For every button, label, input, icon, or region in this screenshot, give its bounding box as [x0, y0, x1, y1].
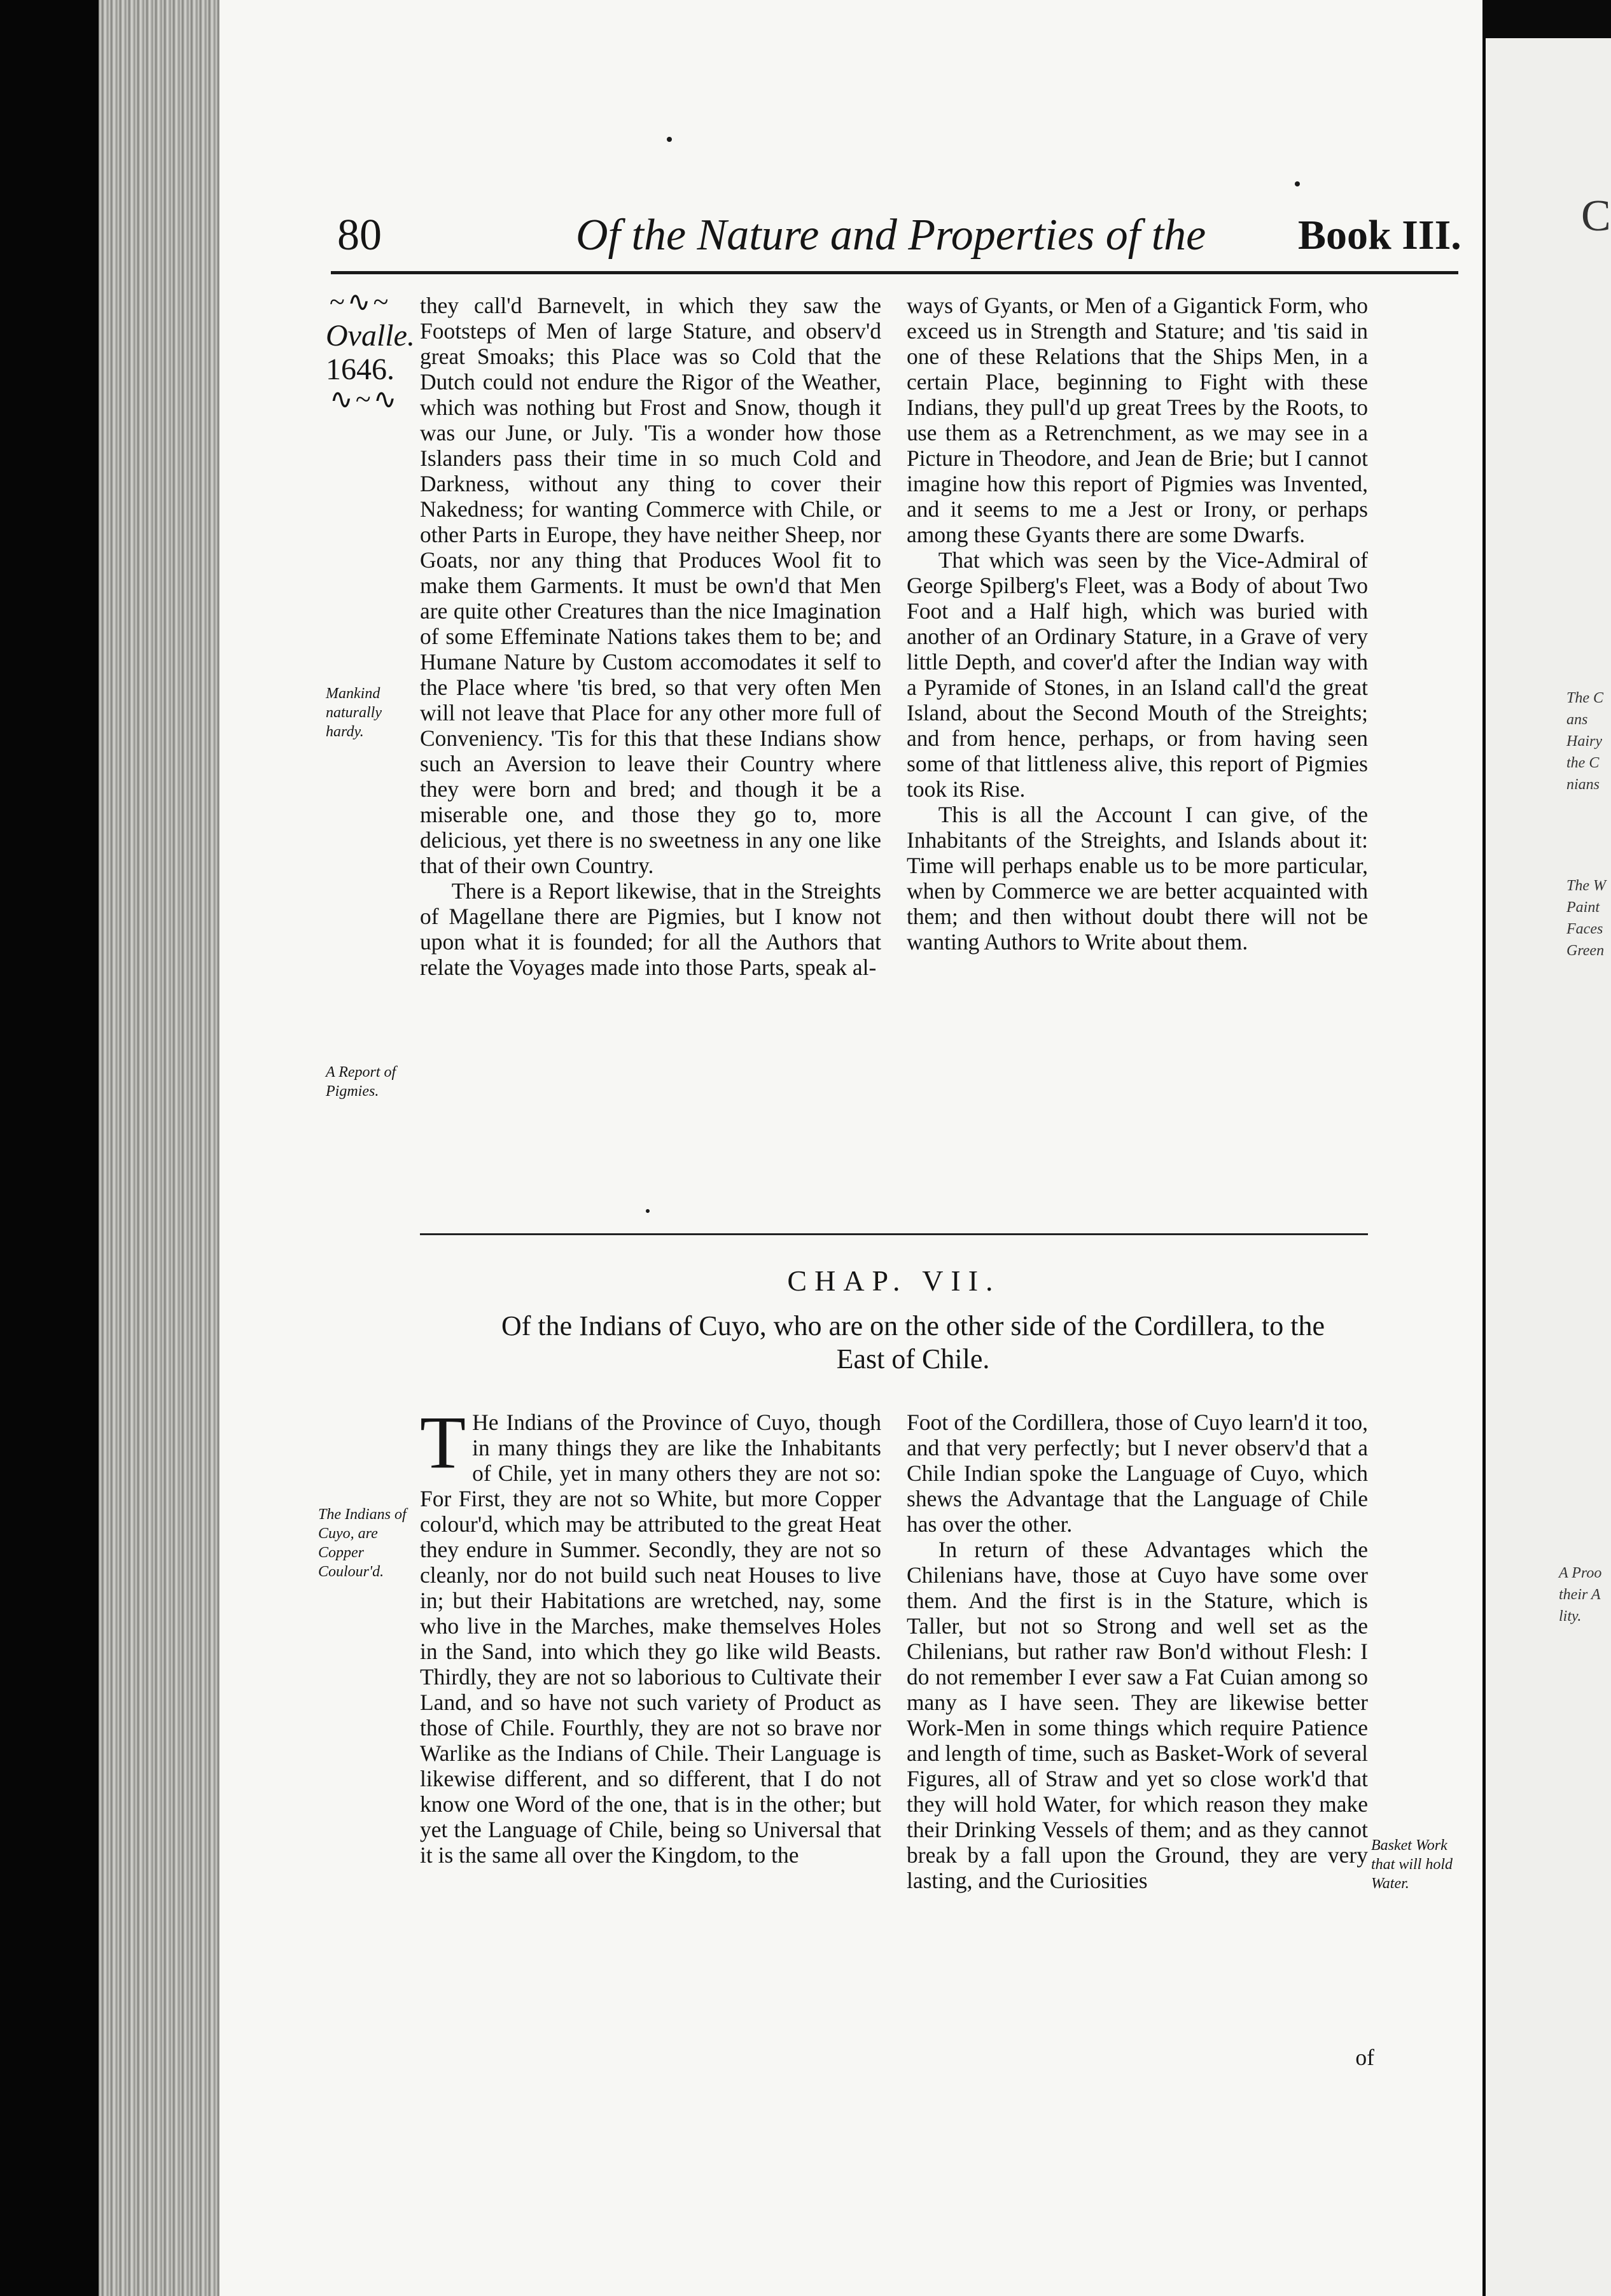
chapter-subtitle-2: East of Chile. [836, 1343, 990, 1375]
margin-note-mankind: Mankind naturally hardy. [326, 685, 382, 740]
chapter-subtitle-1: Of the Indians of Cuyo, who are on the other side of the Cordillera, to the [501, 1310, 1325, 1341]
running-title: Of the Nature and Properties of the [576, 211, 1206, 260]
ornament-top: ~∿~ [330, 286, 391, 318]
next-page-note: A Proo their A lity. [1559, 1565, 1602, 1625]
header-rule [331, 271, 1458, 274]
binding-gutter [0, 0, 99, 2296]
paragraph: There is a Report likewise, that in the Streights of Magellane there are Pigmies, but I know not upon what it is founded; for all the Authors that relate the Voyages made into those Parts, speak al- [420, 878, 881, 980]
top-left-column [420, 293, 881, 980]
next-page-heading: C [1581, 192, 1611, 241]
paragraph: ways of Gyants, or Men of a Gigantick Form, who exceed us in Strength and Stature; and 'tis said in one of these Relations that the Ships Men, in a certain Place, beginning to Fight with these Indians, they pull'd up great Trees by the Roots, to use them as a Retrenchment, as we may see in a Picture in Theodore, and Jean de Brie; but I cannot imagine how this report of Pigmies was Invented, and it seems to me a Jest or Irony, or perhaps among these Gyants there are some Dwarfs. [907, 293, 1368, 547]
ornament-bottom: ∿~∿ [330, 384, 400, 415]
paragraph: Foot of the Cordillera, those of Cuyo learn'd it too, and that very perfectly; but I never observ'd that a Chile Indian spoke the Language of Cuyo, which shews the Advantage that the Language of Chile has over the other. [907, 1410, 1368, 1537]
margin-note-basket: Basket Work that will hold Water. [1371, 1837, 1453, 1892]
paragraph: This is all the Account I can give, of the Inhabitants of the Streights, and Islands about it: Time will perhaps enable us to be more particular, when by Commerce we are better acquainted with them; and then without doubt there will not be wanting Authors to Write about them. [907, 802, 1368, 955]
paragraph: they call'd Barnevelt, in which they saw the Footsteps of Men of large Stature, and observ'd great Smoaks; this Place was so Cold that the Dutch could not endure the Rigor of the Weather, which was nothing but Frost and Snow, though it was our June, or July. 'Tis a wonder how those Islanders pass their time in so much Cold and Darkness, without any thing to cover their Nakedness; for wanting Commerce with Chile, or other Parts in Europe, they have neither Sheep, nor Goats, nor any thing that Produces Wool fit to make them Garments. It must be own'd that Men are quite other Creatures than the nice Imagination of some Effeminate Nations takes them to be; and Humane Nature by Custom accomodates it self to the Place where 'tis bred, so that very often Men will not leave that Place for any other more full of Conveniency. 'Tis for this that these Indians show such an Aversion to leave their Country where they were born and bred; and though it be a miserable one, and those they go to, more delicious, yet there is no sweetness in any one like that of their own Country. [420, 293, 881, 878]
page-edges [99, 0, 220, 2296]
margin-note-report: A Report of Pigmies. [326, 1064, 396, 1100]
next-page-edge [1486, 38, 1611, 2296]
paragraph: He Indians of the Province of Cuyo, though in many things they are like the Inhabitants of Chile, yet in many others they are not so: For First, they are not so White, but more Copper colour'd, which may be attributed to the great Heat they endure in Summer. Secondly, they are not so cleanly, nor do not build such neat Houses to live in; but their Habitations are wretched, nay, some who live in the Marches, make themselves Holes in the Sand, into which they go like wild Beasts. Thirdly, they are not so laborious to Cultivate their Land, and so have not such variety of Product as those of Chile. Fourthly, they are not so brave nor Warlike as the Indians of Chile. Their Language is likewise different, and so different, that I do not know one Word of the one, that is in the other; but yet the Language of Chile, being so Universal that it is the same all over the Kingdom, to the [420, 1410, 881, 1868]
chapter-rule [420, 1233, 1368, 1235]
section-speck [646, 1209, 650, 1213]
bottom-right-column [907, 1410, 1368, 1893]
author-note: Ovalle. [326, 319, 415, 353]
drop-cap: T [420, 1401, 466, 1484]
page-number: 80 [337, 211, 382, 260]
margin-note-indians: The Indians of Cuyo, are Copper Coulour'd. [318, 1506, 407, 1580]
next-page-note: The W Paint Faces Green [1566, 878, 1606, 959]
catchword: of [1355, 2045, 1374, 2070]
top-right-column [907, 293, 1368, 955]
page-speck [1295, 181, 1300, 186]
paragraph: That which was seen by the Vice-Admiral of George Spilberg's Fleet, was a Body of about Two Foot and a Half high, which was buried with another of an Ordinary Stature, in a Grave of very little Depth, and cover'd after the Indian way with a Pyramide of Stones, in an Island call'd the great Island, about the Second Mouth of the Streights; and from hence, perhaps, or from having seen some of that littleness alive, this report of Pigmies took its Rise. [907, 547, 1368, 802]
paragraph: In return of these Advantages which the Chilenians have, those at Cuyo have some over them. And the first is in the Stature, which is Taller, but not so Strong and well set as the Chilenians, but rather raw Bon'd without Flesh: I do not remember I ever saw a Fat Cuian among so many as I have seen. They are likewise better Work-Men in some things which require Patience and length of time, such as Basket-Work of several Figures, all of Straw and yet so close work'd that they will hold Water, for which reason they make their Drinking Vessels of them; and as they cannot break by a fall upon the Ground, they are very lasting, and the Curiosities [907, 1537, 1368, 1893]
chapter-heading: CHAP. VII. [787, 1264, 1001, 1297]
book-label: Book III. [1298, 212, 1461, 258]
bottom-left-column [420, 1401, 881, 1868]
next-page-note: The C ans Hairy the C nians [1566, 690, 1604, 793]
page-speck [667, 137, 672, 142]
year-note: 1646. [326, 353, 394, 386]
